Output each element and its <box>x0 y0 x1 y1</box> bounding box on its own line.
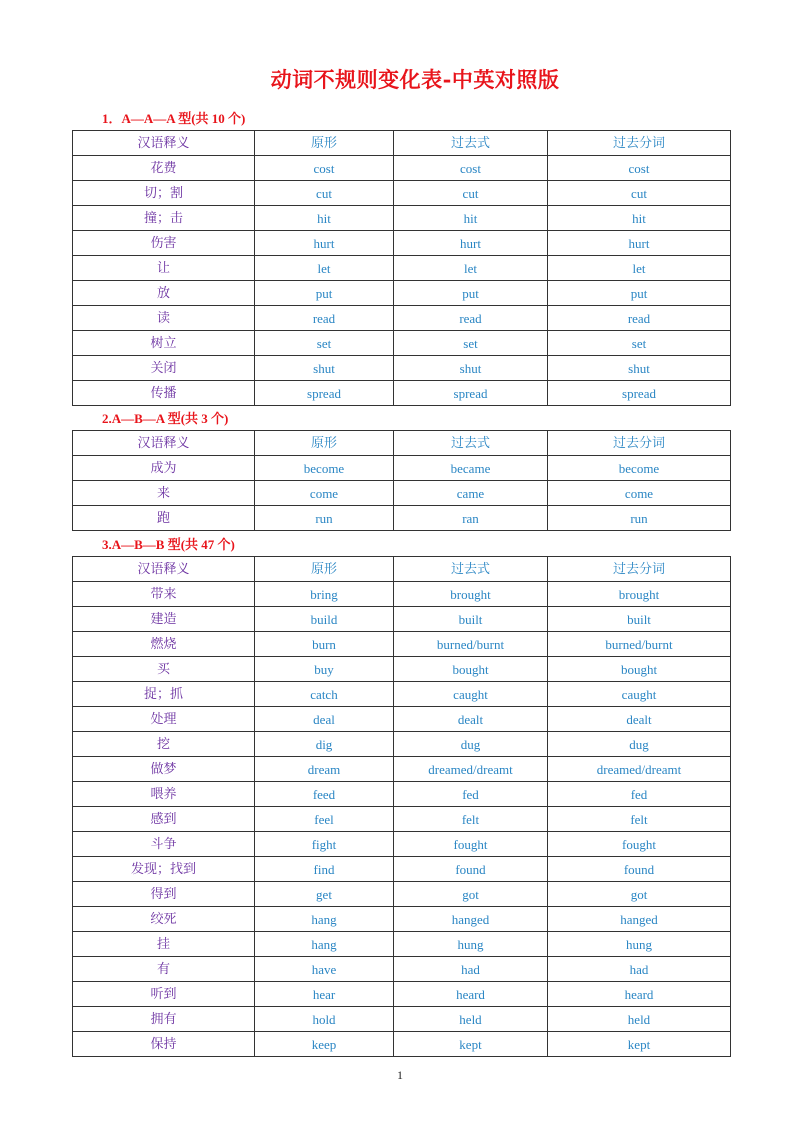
past-tense-cell: felt <box>394 807 548 832</box>
base-form-cell: hang <box>255 907 394 932</box>
past-participle-cell: held <box>548 1007 731 1032</box>
table-row <box>73 1032 731 1057</box>
past-participle-cell: cut <box>548 181 731 206</box>
section-heading-abb: 3.A—B—B 型(共 47 个) <box>102 537 235 552</box>
base-form-cell: feed <box>255 782 394 807</box>
meaning-cell: 挂 <box>73 932 255 957</box>
table-header-row <box>73 431 731 456</box>
past-tense-cell: bought <box>394 657 548 682</box>
table-row <box>73 807 731 832</box>
table-row <box>73 657 731 682</box>
table-row <box>73 256 731 281</box>
base-form-cell: shut <box>255 356 394 381</box>
base-form-cell: have <box>255 957 394 982</box>
meaning-cell: 挖 <box>73 732 255 757</box>
past-participle-cell: hung <box>548 932 731 957</box>
past-tense-cell: had <box>394 957 548 982</box>
past-tense-cell: kept <box>394 1032 548 1057</box>
past-participle-cell: built <box>548 607 731 632</box>
column-header: 汉语释义 <box>73 131 255 156</box>
table-row <box>73 582 731 607</box>
base-form-cell: find <box>255 857 394 882</box>
base-form-cell: dream <box>255 757 394 782</box>
meaning-cell: 发现；找到 <box>73 857 255 882</box>
column-header: 过去分词 <box>548 557 731 582</box>
past-tense-cell: hanged <box>394 907 548 932</box>
past-tense-cell: brought <box>394 582 548 607</box>
past-tense-cell: found <box>394 857 548 882</box>
meaning-cell: 带来 <box>73 582 255 607</box>
base-form-cell: hurt <box>255 231 394 256</box>
past-tense-cell: set <box>394 331 548 356</box>
meaning-cell: 来 <box>73 481 255 506</box>
past-participle-cell: let <box>548 256 731 281</box>
meaning-cell: 感到 <box>73 807 255 832</box>
section-heading-aaa: 1．A—A—A 型(共 10 个) <box>102 111 246 126</box>
column-header: 汉语释义 <box>73 557 255 582</box>
base-form-cell: catch <box>255 682 394 707</box>
meaning-cell: 传播 <box>73 381 255 406</box>
meaning-cell: 做梦 <box>73 757 255 782</box>
table-row <box>73 632 731 657</box>
base-form-cell: dig <box>255 732 394 757</box>
past-tense-cell: fed <box>394 782 548 807</box>
past-tense-cell: cost <box>394 156 548 181</box>
meaning-cell: 处理 <box>73 707 255 732</box>
column-header: 过去分词 <box>548 431 731 456</box>
past-participle-cell: put <box>548 281 731 306</box>
past-participle-cell: dreamed/dreamt <box>548 757 731 782</box>
base-form-cell: keep <box>255 1032 394 1057</box>
past-participle-cell: had <box>548 957 731 982</box>
column-header: 原形 <box>255 431 394 456</box>
base-form-cell: hold <box>255 1007 394 1032</box>
table-row <box>73 1007 731 1032</box>
past-tense-cell: put <box>394 281 548 306</box>
table-row <box>73 281 731 306</box>
base-form-cell: cost <box>255 156 394 181</box>
base-form-cell: spread <box>255 381 394 406</box>
past-tense-cell: hung <box>394 932 548 957</box>
past-tense-cell: became <box>394 456 548 481</box>
past-tense-cell: caught <box>394 682 548 707</box>
base-form-cell: run <box>255 506 394 531</box>
past-participle-cell: hit <box>548 206 731 231</box>
past-tense-cell: got <box>394 882 548 907</box>
meaning-cell: 跑 <box>73 506 255 531</box>
table-row <box>73 481 731 506</box>
meaning-cell: 伤害 <box>73 231 255 256</box>
table-row <box>73 907 731 932</box>
past-participle-cell: heard <box>548 982 731 1007</box>
meaning-cell: 建造 <box>73 607 255 632</box>
past-tense-cell: read <box>394 306 548 331</box>
meaning-cell: 拥有 <box>73 1007 255 1032</box>
table-row <box>73 331 731 356</box>
past-participle-cell: fed <box>548 782 731 807</box>
table-row <box>73 782 731 807</box>
column-header: 过去分词 <box>548 131 731 156</box>
column-header: 原形 <box>255 557 394 582</box>
table-row <box>73 231 731 256</box>
past-participle-cell: brought <box>548 582 731 607</box>
table-header-row <box>73 131 731 156</box>
past-tense-cell: shut <box>394 356 548 381</box>
meaning-cell: 切；割 <box>73 181 255 206</box>
past-tense-cell: dreamed/dreamt <box>394 757 548 782</box>
past-participle-cell: come <box>548 481 731 506</box>
past-participle-cell: read <box>548 306 731 331</box>
base-form-cell: put <box>255 281 394 306</box>
base-form-cell: become <box>255 456 394 481</box>
past-tense-cell: hit <box>394 206 548 231</box>
column-header: 汉语释义 <box>73 431 255 456</box>
past-participle-cell: bought <box>548 657 731 682</box>
column-header: 过去式 <box>394 431 548 456</box>
meaning-cell: 喂养 <box>73 782 255 807</box>
meaning-cell: 听到 <box>73 982 255 1007</box>
base-form-cell: bring <box>255 582 394 607</box>
table-row <box>73 707 731 732</box>
base-form-cell: hear <box>255 982 394 1007</box>
column-header: 原形 <box>255 131 394 156</box>
meaning-cell: 花费 <box>73 156 255 181</box>
past-tense-cell: came <box>394 481 548 506</box>
past-participle-cell: become <box>548 456 731 481</box>
past-participle-cell: hanged <box>548 907 731 932</box>
verb-table-abb <box>72 556 731 1057</box>
section-heading-aba: 2.A—B—A 型(共 3 个) <box>102 411 229 426</box>
past-tense-cell: heard <box>394 982 548 1007</box>
past-tense-cell: spread <box>394 381 548 406</box>
base-form-cell: cut <box>255 181 394 206</box>
table-row <box>73 306 731 331</box>
meaning-cell: 燃烧 <box>73 632 255 657</box>
base-form-cell: build <box>255 607 394 632</box>
verb-table-aba <box>72 430 731 531</box>
meaning-cell: 有 <box>73 957 255 982</box>
meaning-cell: 树立 <box>73 331 255 356</box>
table-row <box>73 957 731 982</box>
table-row <box>73 607 731 632</box>
base-form-cell: fight <box>255 832 394 857</box>
base-form-cell: hit <box>255 206 394 231</box>
table-row <box>73 832 731 857</box>
table-row <box>73 857 731 882</box>
base-form-cell: get <box>255 882 394 907</box>
past-participle-cell: dug <box>548 732 731 757</box>
past-participle-cell: shut <box>548 356 731 381</box>
past-tense-cell: dug <box>394 732 548 757</box>
base-form-cell: set <box>255 331 394 356</box>
table-row <box>73 181 731 206</box>
past-tense-cell: ran <box>394 506 548 531</box>
past-participle-cell: got <box>548 882 731 907</box>
base-form-cell: feel <box>255 807 394 832</box>
past-participle-cell: burned/burnt <box>548 632 731 657</box>
meaning-cell: 撞；击 <box>73 206 255 231</box>
past-participle-cell: kept <box>548 1032 731 1057</box>
meaning-cell: 买 <box>73 657 255 682</box>
meaning-cell: 让 <box>73 256 255 281</box>
base-form-cell: read <box>255 306 394 331</box>
table-header-row <box>73 557 731 582</box>
base-form-cell: hang <box>255 932 394 957</box>
page-number: 1 <box>397 1068 403 1082</box>
base-form-cell: let <box>255 256 394 281</box>
meaning-cell: 成为 <box>73 456 255 481</box>
verb-table-aaa <box>72 130 731 406</box>
past-participle-cell: cost <box>548 156 731 181</box>
table-row <box>73 156 731 181</box>
past-tense-cell: hurt <box>394 231 548 256</box>
past-tense-cell: cut <box>394 181 548 206</box>
column-header: 过去式 <box>394 557 548 582</box>
table-row <box>73 456 731 481</box>
document-title: 动词不规则变化表-中英对照版 <box>270 67 560 92</box>
meaning-cell: 保持 <box>73 1032 255 1057</box>
past-participle-cell: set <box>548 331 731 356</box>
base-form-cell: deal <box>255 707 394 732</box>
past-tense-cell: burned/burnt <box>394 632 548 657</box>
past-participle-cell: caught <box>548 682 731 707</box>
past-participle-cell: dealt <box>548 707 731 732</box>
column-header: 过去式 <box>394 131 548 156</box>
table-row <box>73 757 731 782</box>
table-row <box>73 356 731 381</box>
base-form-cell: come <box>255 481 394 506</box>
meaning-cell: 斗争 <box>73 832 255 857</box>
meaning-cell: 读 <box>73 306 255 331</box>
past-tense-cell: let <box>394 256 548 281</box>
base-form-cell: buy <box>255 657 394 682</box>
past-participle-cell: felt <box>548 807 731 832</box>
past-tense-cell: fought <box>394 832 548 857</box>
past-participle-cell: fought <box>548 832 731 857</box>
past-participle-cell: found <box>548 857 731 882</box>
past-tense-cell: dealt <box>394 707 548 732</box>
table-row <box>73 381 731 406</box>
meaning-cell: 绞死 <box>73 907 255 932</box>
base-form-cell: burn <box>255 632 394 657</box>
meaning-cell: 捉；抓 <box>73 682 255 707</box>
table-row <box>73 982 731 1007</box>
table-row <box>73 682 731 707</box>
table-row <box>73 882 731 907</box>
meaning-cell: 得到 <box>73 882 255 907</box>
table-row <box>73 732 731 757</box>
past-participle-cell: hurt <box>548 231 731 256</box>
meaning-cell: 关闭 <box>73 356 255 381</box>
table-row <box>73 506 731 531</box>
past-tense-cell: built <box>394 607 548 632</box>
past-participle-cell: spread <box>548 381 731 406</box>
meaning-cell: 放 <box>73 281 255 306</box>
table-row <box>73 932 731 957</box>
past-participle-cell: run <box>548 506 731 531</box>
past-tense-cell: held <box>394 1007 548 1032</box>
table-row <box>73 206 731 231</box>
